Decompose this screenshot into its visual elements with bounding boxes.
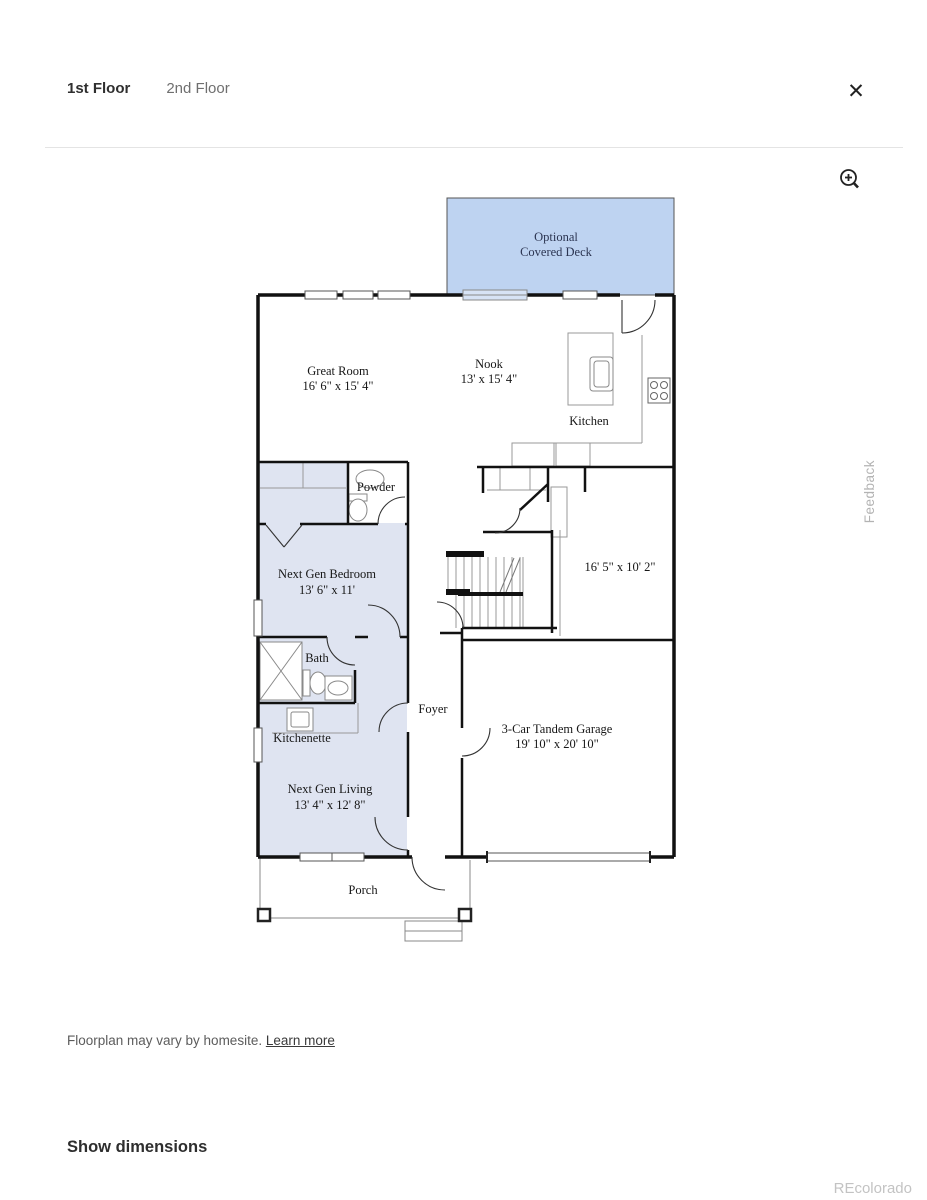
porch-post-left bbox=[258, 909, 270, 921]
learn-more-link[interactable]: Learn more bbox=[265, 1033, 335, 1048]
room-dims-ng-living: 13' 4" x 12' 8" bbox=[294, 798, 366, 812]
bath-sink bbox=[328, 681, 348, 695]
room-label-powder: Powder bbox=[356, 480, 396, 494]
close-icon[interactable]: ✕ bbox=[842, 78, 870, 106]
room-label-kitchenette: Kitchenette bbox=[273, 731, 331, 745]
room-label-foyer: Foyer bbox=[418, 702, 448, 716]
powder-toilet bbox=[349, 499, 367, 521]
room-label-garage: 3-Car Tandem Garage bbox=[501, 722, 613, 736]
tab-2nd-floor[interactable]: 2nd Floor bbox=[166, 80, 230, 97]
room-label-porch: Porch bbox=[348, 883, 378, 897]
room-dims-nook: 13' x 15' 4" bbox=[460, 372, 518, 386]
room-label-deck-1: Optional bbox=[534, 230, 578, 244]
porch-post-right bbox=[459, 909, 471, 921]
room-label-ng-living: Next Gen Living bbox=[287, 782, 373, 796]
room-dims-garage: 19' 10" x 20' 10" bbox=[515, 737, 599, 751]
room-dims-stair-area: 16' 5" x 10' 2" bbox=[584, 560, 656, 574]
garage-door bbox=[487, 853, 650, 861]
room-label-nook: Nook bbox=[475, 357, 503, 371]
room-label-deck-2: Covered Deck bbox=[520, 245, 592, 259]
room-dims-ng-bedroom: 13' 6" x 11' bbox=[298, 583, 356, 597]
watermark: REcolorado bbox=[833, 1180, 912, 1197]
bath-toilet bbox=[310, 672, 326, 694]
kitchen-sink bbox=[594, 361, 609, 387]
disclaimer-label: Floorplan may vary by homesite. bbox=[67, 1033, 263, 1048]
room-dims-great-room: 16' 6" x 15' 4" bbox=[302, 379, 374, 393]
show-dimensions-button[interactable]: Show dimensions bbox=[67, 1138, 208, 1156]
room-label-ng-bedroom: Next Gen Bedroom bbox=[278, 567, 376, 581]
disclaimer-text bbox=[67, 1033, 335, 1048]
room-label-bath: Bath bbox=[305, 651, 329, 665]
tab-1st-floor[interactable]: 1st Floor bbox=[67, 80, 131, 97]
feedback-tab[interactable]: Feedback bbox=[862, 460, 877, 524]
room-label-great-room: Great Room bbox=[307, 364, 369, 378]
room-label-kitchen: Kitchen bbox=[569, 414, 609, 428]
stove bbox=[648, 378, 670, 403]
